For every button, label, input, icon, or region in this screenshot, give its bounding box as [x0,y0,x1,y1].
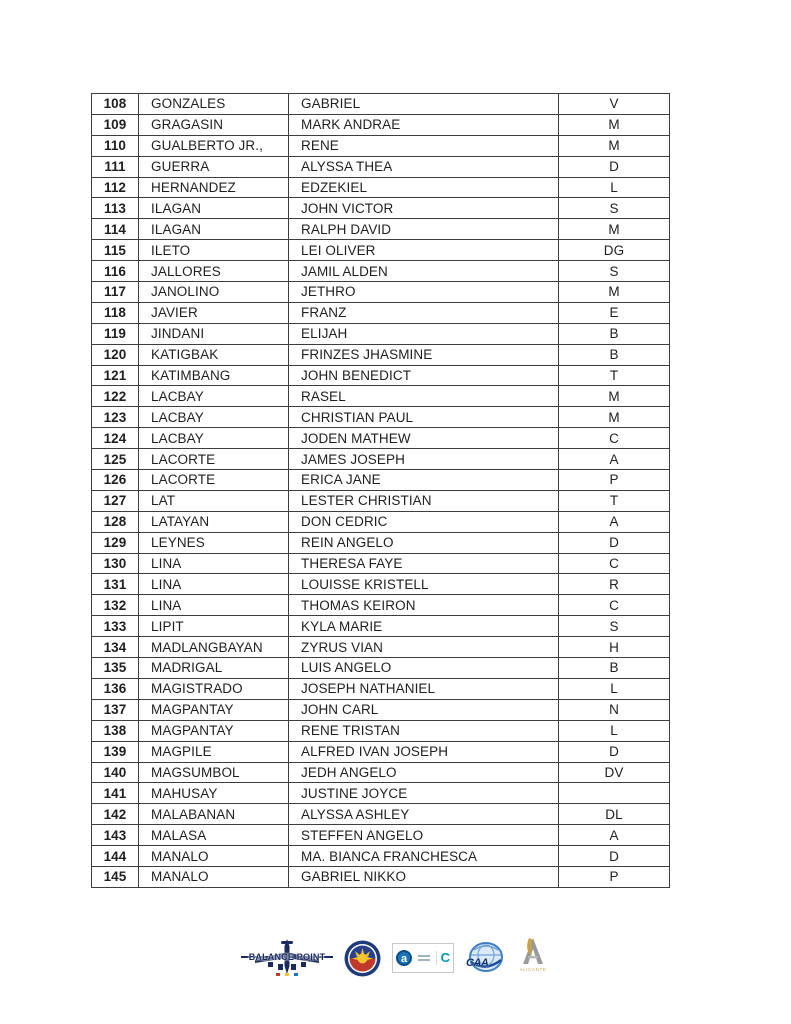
middle-initial-cell: T [559,365,670,386]
table-row [92,282,670,303]
table-row [92,532,670,553]
middle-initial-cell: D [559,846,670,867]
table-row [92,825,670,846]
middle-initial-cell: N [559,699,670,720]
middle-initial-cell: M [559,407,670,428]
table-row [92,699,670,720]
surname-cell: MAGISTRADO [139,678,289,699]
middle-initial-cell: C [559,595,670,616]
table-row [92,261,670,282]
row-number-cell: 111 [92,156,139,177]
middle-initial-cell: S [559,198,670,219]
middle-initial-cell: B [559,323,670,344]
surname-cell: MADLANGBAYAN [139,637,289,658]
row-number-cell: 132 [92,595,139,616]
surname-cell: LINA [139,595,289,616]
middle-initial-cell: A [559,825,670,846]
middle-initial-cell: S [559,616,670,637]
table-row [92,741,670,762]
table-row [92,135,670,156]
surname-cell: MAHUSAY [139,783,289,804]
surname-cell: JANOLINO [139,282,289,303]
middle-initial-cell: C [559,553,670,574]
first-name-cell: THOMAS KEIRON [289,595,559,616]
table-row [92,490,670,511]
surname-cell: MAGSUMBOL [139,762,289,783]
middle-initial-cell: M [559,219,670,240]
row-number-cell: 129 [92,532,139,553]
balance-point-label: BALANCE POINT [248,952,326,962]
first-name-cell: JETHRO [289,282,559,303]
surname-cell: LACBAY [139,386,289,407]
surname-cell: ILAGAN [139,219,289,240]
row-number-cell: 140 [92,762,139,783]
surname-cell: JAVIER [139,302,289,323]
row-number-cell: 124 [92,428,139,449]
first-name-cell: RALPH DAVID [289,219,559,240]
first-name-cell: DON CEDRIC [289,511,559,532]
table-row [92,302,670,323]
certification-marks [392,943,454,973]
row-number-cell: 113 [92,198,139,219]
roster-table-body [92,94,670,888]
row-number-cell: 127 [92,490,139,511]
first-name-cell: JOSEPH NATHANIEL [289,678,559,699]
middle-initial-cell: DV [559,762,670,783]
row-number-cell: 136 [92,678,139,699]
surname-cell: MADRIGAL [139,658,289,679]
surname-cell: LAT [139,490,289,511]
first-name-cell: JAMES JOSEPH [289,449,559,470]
row-number-cell: 117 [92,282,139,303]
first-name-cell: RASEL [289,386,559,407]
surname-cell: HERNANDEZ [139,177,289,198]
first-name-cell: ALFRED IVAN JOSEPH [289,741,559,762]
surname-cell: KATIMBANG [139,365,289,386]
surname-cell: LEYNES [139,532,289,553]
row-number-cell: 126 [92,470,139,491]
surname-cell: MAGPILE [139,741,289,762]
first-name-cell: ZYRUS VIAN [289,637,559,658]
table-row [92,678,670,699]
certification-text-lines [418,955,430,961]
first-name-cell: FRANZ [289,302,559,323]
surname-cell: MALASA [139,825,289,846]
surname-cell: GRAGASIN [139,114,289,135]
middle-initial-cell [559,783,670,804]
surname-cell: ILAGAN [139,198,289,219]
middle-initial-cell: D [559,532,670,553]
first-name-cell: GABRIEL NIKKO [289,866,559,887]
table-row [92,344,670,365]
table-row [92,846,670,867]
table-row [92,219,670,240]
surname-cell: MANALO [139,866,289,887]
table-row [92,428,670,449]
table-row [92,94,670,115]
table-row [92,804,670,825]
row-number-cell: 125 [92,449,139,470]
first-name-cell: JOHN BENEDICT [289,365,559,386]
middle-initial-cell: B [559,344,670,365]
first-name-cell: GABRIEL [289,94,559,115]
first-name-cell: MARK ANDRAE [289,114,559,135]
row-number-cell: 139 [92,741,139,762]
row-number-cell: 123 [92,407,139,428]
surname-cell: GONZALES [139,94,289,115]
table-row [92,658,670,679]
first-name-cell: ALYSSA ASHLEY [289,804,559,825]
table-row [92,511,670,532]
middle-initial-cell: A [559,449,670,470]
middle-initial-cell: P [559,866,670,887]
row-number-cell: 120 [92,344,139,365]
surname-cell: MANALO [139,846,289,867]
surname-cell: ILETO [139,240,289,261]
roster-table [91,93,670,888]
middle-initial-cell: H [559,637,670,658]
first-name-cell: JODEN MATHEW [289,428,559,449]
first-name-cell: JOHN CARL [289,699,559,720]
table-row [92,198,670,219]
first-name-cell: LUIS ANGELO [289,658,559,679]
first-name-cell: LOUISSE KRISTELL [289,574,559,595]
row-number-cell: 121 [92,365,139,386]
surname-cell: LACBAY [139,428,289,449]
alicante-logo [516,936,550,980]
first-name-cell: FRINZES JHASMINE [289,344,559,365]
row-number-cell: 137 [92,699,139,720]
row-number-cell: 142 [92,804,139,825]
first-name-cell: RENE TRISTAN [289,720,559,741]
middle-initial-cell: DG [559,240,670,261]
surname-cell: LATAYAN [139,511,289,532]
middle-initial-cell: V [559,94,670,115]
first-name-cell: ALYSSA THEA [289,156,559,177]
row-number-cell: 130 [92,553,139,574]
first-name-cell: CHRISTIAN PAUL [289,407,559,428]
middle-initial-cell: M [559,386,670,407]
first-name-cell: JOHN VICTOR [289,198,559,219]
row-number-cell: 115 [92,240,139,261]
row-number-cell: 110 [92,135,139,156]
table-row [92,177,670,198]
table-row [92,720,670,741]
table-row [92,114,670,135]
surname-cell: LACBAY [139,407,289,428]
middle-initial-cell: A [559,511,670,532]
first-name-cell: ELIJAH [289,323,559,344]
first-name-cell: STEFFEN ANGELO [289,825,559,846]
table-row [92,783,670,804]
table-row [92,762,670,783]
table-row [92,365,670,386]
first-name-cell: REIN ANGELO [289,532,559,553]
caa-logo [465,938,505,978]
row-number-cell: 128 [92,511,139,532]
table-row [92,616,670,637]
middle-initial-cell: T [559,490,670,511]
surname-cell: GUERRA [139,156,289,177]
row-number-cell: 118 [92,302,139,323]
middle-initial-cell: D [559,741,670,762]
table-row [92,449,670,470]
row-number-cell: 135 [92,658,139,679]
alicante-label: ALICANTE [519,967,547,972]
surname-cell: MAGPANTAY [139,699,289,720]
first-name-cell: THERESA FAYE [289,553,559,574]
surname-cell: LACORTE [139,470,289,491]
middle-initial-cell: E [559,302,670,323]
middle-initial-cell: M [559,135,670,156]
table-row [92,470,670,491]
middle-initial-cell: D [559,156,670,177]
surname-cell: LIPIT [139,616,289,637]
row-number-cell: 108 [92,94,139,115]
row-number-cell: 131 [92,574,139,595]
row-number-cell: 145 [92,866,139,887]
surname-cell: JINDANI [139,323,289,344]
table-row [92,240,670,261]
middle-initial-cell: M [559,282,670,303]
row-number-cell: 138 [92,720,139,741]
first-name-cell: KYLA MARIE [289,616,559,637]
row-number-cell: 112 [92,177,139,198]
aja-certification-icon: a [396,950,412,966]
first-name-cell: ERICA JANE [289,470,559,491]
table-row [92,156,670,177]
row-number-cell: 133 [92,616,139,637]
table-row [92,574,670,595]
middle-initial-cell: DL [559,804,670,825]
middle-initial-cell: S [559,261,670,282]
first-name-cell: JUSTINE JOYCE [289,783,559,804]
table-row [92,595,670,616]
surname-cell: LACORTE [139,449,289,470]
row-number-cell: 116 [92,261,139,282]
ukas-certification-icon: C [436,951,450,965]
first-name-cell: JEDH ANGELO [289,762,559,783]
row-number-cell: 141 [92,783,139,804]
balance-point-logo [241,936,333,980]
middle-initial-cell: R [559,574,670,595]
middle-initial-cell: L [559,720,670,741]
footer-logos [0,936,791,980]
first-name-cell: MA. BIANCA FRANCHESCA [289,846,559,867]
government-seal-icon [344,940,381,977]
table-row [92,323,670,344]
table-row [92,386,670,407]
middle-initial-cell: B [559,658,670,679]
row-number-cell: 114 [92,219,139,240]
middle-initial-cell: L [559,678,670,699]
table-row [92,553,670,574]
surname-cell: MAGPANTAY [139,720,289,741]
table-row [92,407,670,428]
row-number-cell: 144 [92,846,139,867]
surname-cell: GUALBERTO JR., [139,135,289,156]
middle-initial-cell: L [559,177,670,198]
middle-initial-cell: M [559,114,670,135]
first-name-cell: LESTER CHRISTIAN [289,490,559,511]
surname-cell: JALLORES [139,261,289,282]
surname-cell: MALABANAN [139,804,289,825]
row-number-cell: 134 [92,637,139,658]
table-row [92,637,670,658]
first-name-cell: RENE [289,135,559,156]
first-name-cell: LEI OLIVER [289,240,559,261]
row-number-cell: 109 [92,114,139,135]
alicante-monogram-icon [520,936,546,966]
middle-initial-cell: P [559,470,670,491]
first-name-cell: JAMIL ALDEN [289,261,559,282]
surname-cell: LINA [139,553,289,574]
middle-initial-cell: C [559,428,670,449]
row-number-cell: 122 [92,386,139,407]
surname-cell: KATIGBAK [139,344,289,365]
row-number-cell: 119 [92,323,139,344]
caa-label: CAA [466,957,489,969]
surname-cell: LINA [139,574,289,595]
first-name-cell: EDZEKIEL [289,177,559,198]
table-row [92,866,670,887]
row-number-cell: 143 [92,825,139,846]
